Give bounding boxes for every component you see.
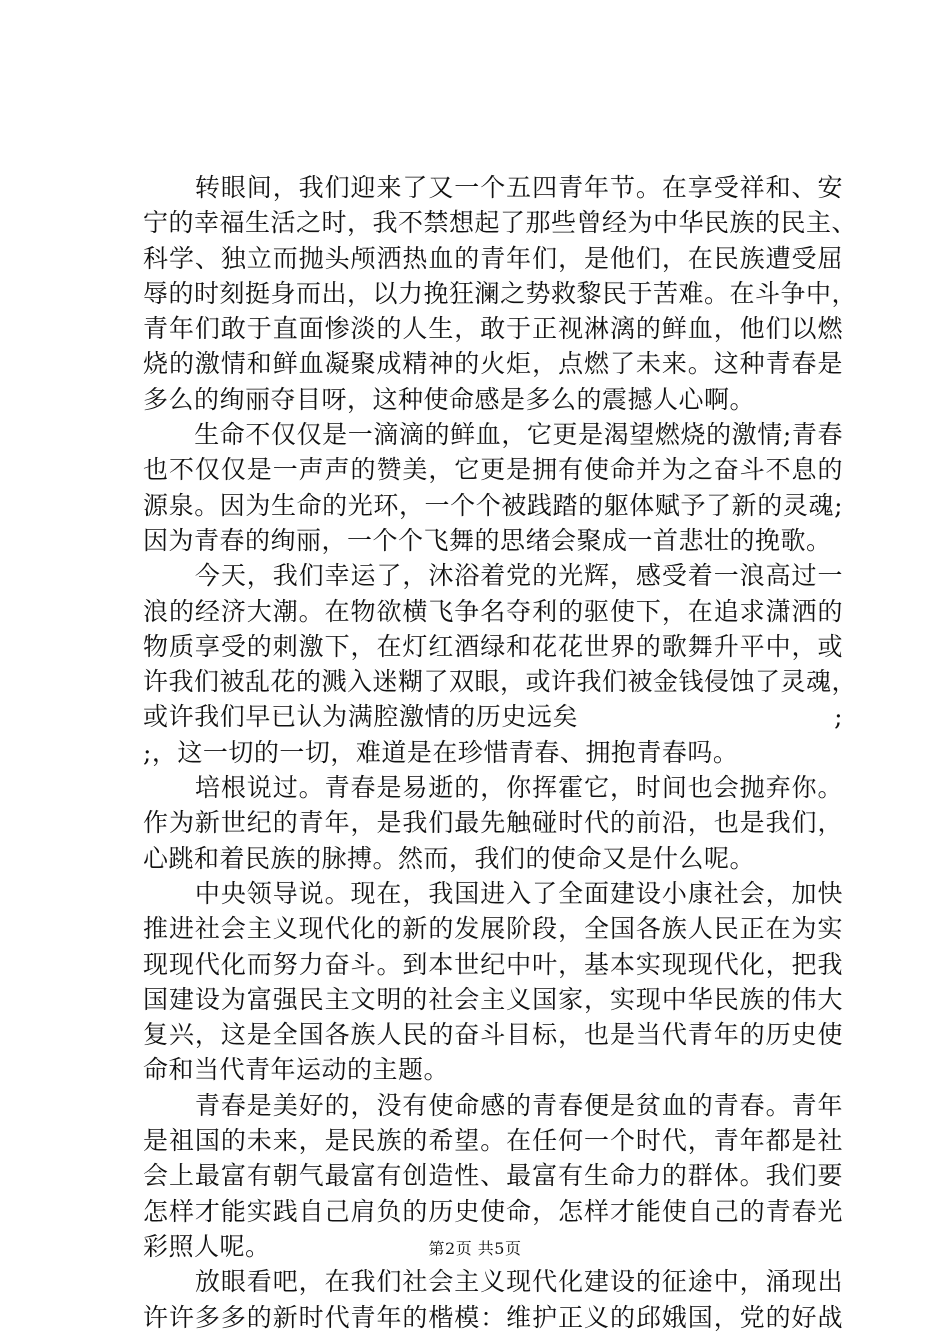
body-text [143, 170, 858, 1335]
text-line: 因为青春的绚丽，一个个飞舞的思绪会聚成一首悲壮的挽歌。 [143, 525, 832, 555]
text-line: 或许我们早已认为满腔激情的历史远矣 ; [143, 702, 843, 732]
text-line: 心跳和着民族的脉搏。然而，我们的使命又是什么呢。 [143, 843, 756, 873]
text-line: 转眼间，我们迎来了又一个五四青年节。在享受祥和、安 [143, 173, 843, 202]
text-line: 推进社会主义现代化的新的发展阶段，全国各族人民正在为实 [143, 914, 843, 944]
text-line: 是祖国的未来，是民族的希望。在任何一个时代，青年都是社 [143, 1126, 843, 1156]
text-line: 复兴，这是全国各族人民的奋斗目标，也是当代青年的历史使 [143, 1020, 843, 1050]
page-footer [0, 1236, 950, 1259]
text-line: 放眼看吧，在我们社会主义现代化建设的征途中，涌现出 [143, 1267, 843, 1297]
text-line: 物质享受的刺激下，在灯红酒绿和花花世界的歌舞升平中，或 [143, 631, 843, 661]
text-line: 源泉。因为生命的光环，一个个被践踏的躯体赋予了新的灵魂; [143, 490, 843, 520]
text-line: 宁的幸福生活之时，我不禁想起了那些曾经为中华民族的民主、 [143, 208, 858, 238]
text-line: 培根说过。青春是易逝的，你挥霍它，时间也会抛弃你。 [143, 773, 843, 803]
text-line: 青春是美好的，没有使命感的青春便是贫血的青春。青年 [143, 1090, 843, 1120]
text-line: 辱的时刻挺身而出，以力挽狂澜之势救黎民于苦难。在斗争中， [143, 278, 858, 308]
text-line: 国建设为富强民主文明的社会主义国家，实现中华民族的伟大 [143, 984, 843, 1014]
text-line: 许我们被乱花的溅入迷糊了双眼，或许我们被金钱侵蚀了灵魂， [143, 667, 858, 697]
text-line: 科学、独立而抛头颅洒热血的青年们，是他们，在民族遭受屈 [143, 243, 843, 273]
text-line: 命和当代青年运动的主题。 [143, 1055, 450, 1085]
text-line: 许许多多的新时代青年的楷模：维护正义的邱娥国，党的好战 [143, 1302, 843, 1332]
text-line: ;，这一切的一切，难道是在珍惜青春、拥抱青春吗。 [143, 737, 739, 767]
text-line: 现现代化而努力奋斗。到本世纪中叶，基本实现现代化，把我 [143, 949, 843, 979]
text-line: 浪的经济大潮。在物欲横飞争名夺利的驱使下，在追求潇洒的 [143, 596, 843, 626]
text-line: 多么的绚丽夺目呀，这种使命感是多么的震撼人心啊。 [143, 384, 756, 414]
text-line: 会上最富有朝气最富有创造性、最富有生命力的群体。我们要 [143, 1161, 843, 1191]
text-line: 今天，我们幸运了，沐浴着党的光辉，感受着一浪高过一 [143, 561, 843, 591]
text-line: 彩照人呢。 [143, 1231, 271, 1261]
text-line: 烧的激情和鲜血凝聚成精神的火炬，点燃了未来。这种青春是 [143, 349, 843, 379]
text-line: 作为新世纪的青年，是我们最先触碰时代的前沿，也是我们， [143, 808, 843, 838]
text-line: 中央领导说。现在，我国进入了全面建设小康社会，加快 [143, 878, 843, 908]
text-line: 生命不仅仅是一滴滴的鲜血，它更是渴望燃烧的激情;青春 [143, 420, 843, 450]
text-line: 青年们敢于直面惨淡的人生，敢于正视淋漓的鲜血，他们以燃 [143, 314, 843, 344]
page-number-label: 第2页 共5页 [428, 1239, 522, 1258]
text-line: 也不仅仅是一声声的赞美，它更是拥有使命并为之奋斗不息的 [143, 455, 843, 485]
text-line: 怎样才能实践自己肩负的历史使命，怎样才能使自己的青春光 [143, 1196, 843, 1226]
